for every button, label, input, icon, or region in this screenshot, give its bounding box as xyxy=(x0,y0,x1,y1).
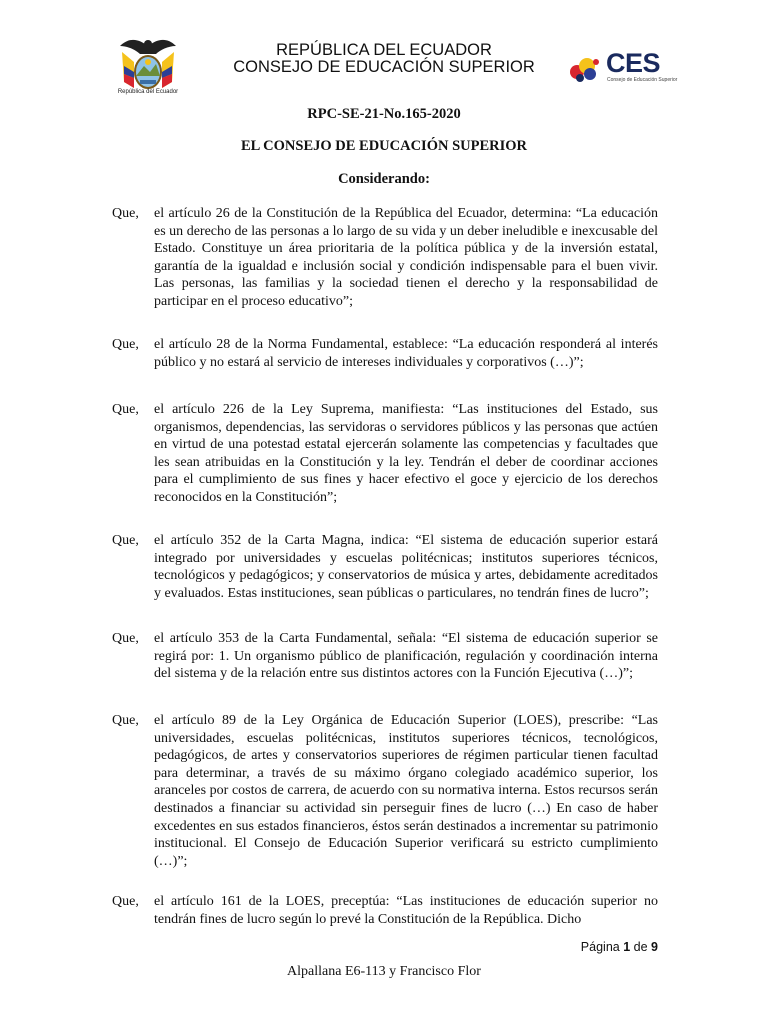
paragraph-label: Que, xyxy=(112,631,139,646)
page-current: 1 xyxy=(623,940,631,954)
coat-caption: República del Ecuador xyxy=(117,89,179,95)
paragraph-text: el artículo 353 de la Carta Fundamental, señala: “El sistema de educación superior se regirá por: 1. Un organismo público de planificación, regulación y coordinación interna del sistema y de la relación entre sus distintos actores con la Función Ejecutiva (…)”; xyxy=(154,631,658,682)
paragraph-label: Que, xyxy=(112,402,139,417)
considerando-paragraph-4 xyxy=(112,532,658,602)
considerando-paragraph-5 xyxy=(112,630,658,683)
considerando-paragraph-2 xyxy=(112,336,658,371)
paragraph-text: el artículo 26 de la Constitución de la República del Ecuador, determina: “La educación es un derecho de las personas a lo largo de su vida y un deber ineludible e inexcusable del Estado. Constituye un área prioritaria de la política pública y de la inversión estatal, garantía de la igualdad e inclusión social y condición indispensable para el buen vivir. Las personas, las familias y la sociedad tienen el derecho y la responsabilidad de participar en el proceso educativo”; xyxy=(154,206,658,309)
page-separator: de xyxy=(633,940,648,954)
paragraph-label: Que, xyxy=(112,206,139,221)
header-line-2: CONSEJO DE EDUCACIÓN SUPERIOR xyxy=(233,58,535,76)
ces-logo-text: CES xyxy=(606,48,661,78)
page-prefix: Página xyxy=(580,940,620,954)
considerando-paragraph-6 xyxy=(112,712,658,870)
paragraph-text: el artículo 226 de la Ley Suprema, manifiesta: “Las instituciones del Estado, sus organismos, dependencias, las servidoras o servidores públicos y las personas que actúen en virtud de una potestad estatal ejercerán solamente las competencias y facultades que les sean atribuidas en la Constitución y la ley. Tendrán el deber de coordinar acciones para el cumplimiento de sus fines y hacer efectivo el goce y ejercicio de los derechos reconocidos en la Constitución”; xyxy=(154,402,658,505)
paragraph-text: el artículo 352 de la Carta Magna, indica: “El sistema de educación superior estará integrado por universidades y escuelas politécnicas; institutos superiores técnicos, tecnológicos y pedagógicos; y conservatorios de música y artes, debidamente acreditados y evaluados. Estas instituciones, sean públicas o particulares, no tendrán fines de lucro”; xyxy=(154,533,658,601)
paragraph-text: el artículo 89 de la Ley Orgánica de Educación Superior (LOES), prescribe: “Las universidades, escuelas politécnicas, institutos superiores técnicos, tecnológicos, pedagógicos, de artes y conservatorios superiores de régimen particular tienen facultad para determinar, a través de su máximo órgano colegiado académico superior, los aranceles por costos de carrera, de acuerdo con su normativa interna. Estos recursos serán destinados a financiar su actividad sin perseguir fines de lucro (…) En caso de haber excedentes en sus estados financieros, éstos serán destinados a incrementar su patrimonio institucional. El Consejo de Educación Superior verificará su estricto cumplimiento (…)”; xyxy=(154,713,658,869)
paragraph-label: Que, xyxy=(112,533,139,548)
paragraph-label: Que, xyxy=(112,894,139,909)
ces-logo-icon xyxy=(566,50,606,84)
page-total: 9 xyxy=(651,940,658,954)
considerando-paragraph-1 xyxy=(112,205,658,311)
paragraph-text: el artículo 161 de la LOES, preceptúa: “Las instituciones de educación superior no tendrán fines de lucro según lo prevé la Constitución de la República. Dicho xyxy=(154,894,658,927)
paragraph-text: el artículo 28 de la Norma Fundamental, establece: “La educación responderá al interés público y no estará al servicio de intereses individuales y corporativos (…)”; xyxy=(154,337,658,370)
ces-logo-subtitle: Consejo de Educación Superior xyxy=(607,77,678,83)
considerando-paragraph-7 xyxy=(112,893,658,928)
section-heading: Considerando: xyxy=(338,171,430,187)
paragraph-label: Que, xyxy=(112,713,139,728)
paragraph-label: Que, xyxy=(112,337,139,352)
footer-address: Alpallana E6-113 y Francisco Flor xyxy=(287,964,481,979)
issuer-heading: EL CONSEJO DE EDUCACIÓN SUPERIOR xyxy=(240,138,528,154)
page-indicator xyxy=(581,940,658,954)
header-title xyxy=(224,42,544,76)
considerando-paragraph-3 xyxy=(112,401,658,507)
resolution-number: RPC-SE-21-No.165-2020 xyxy=(307,106,461,122)
header-line-1: REPÚBLICA DEL ECUADOR xyxy=(276,41,492,59)
